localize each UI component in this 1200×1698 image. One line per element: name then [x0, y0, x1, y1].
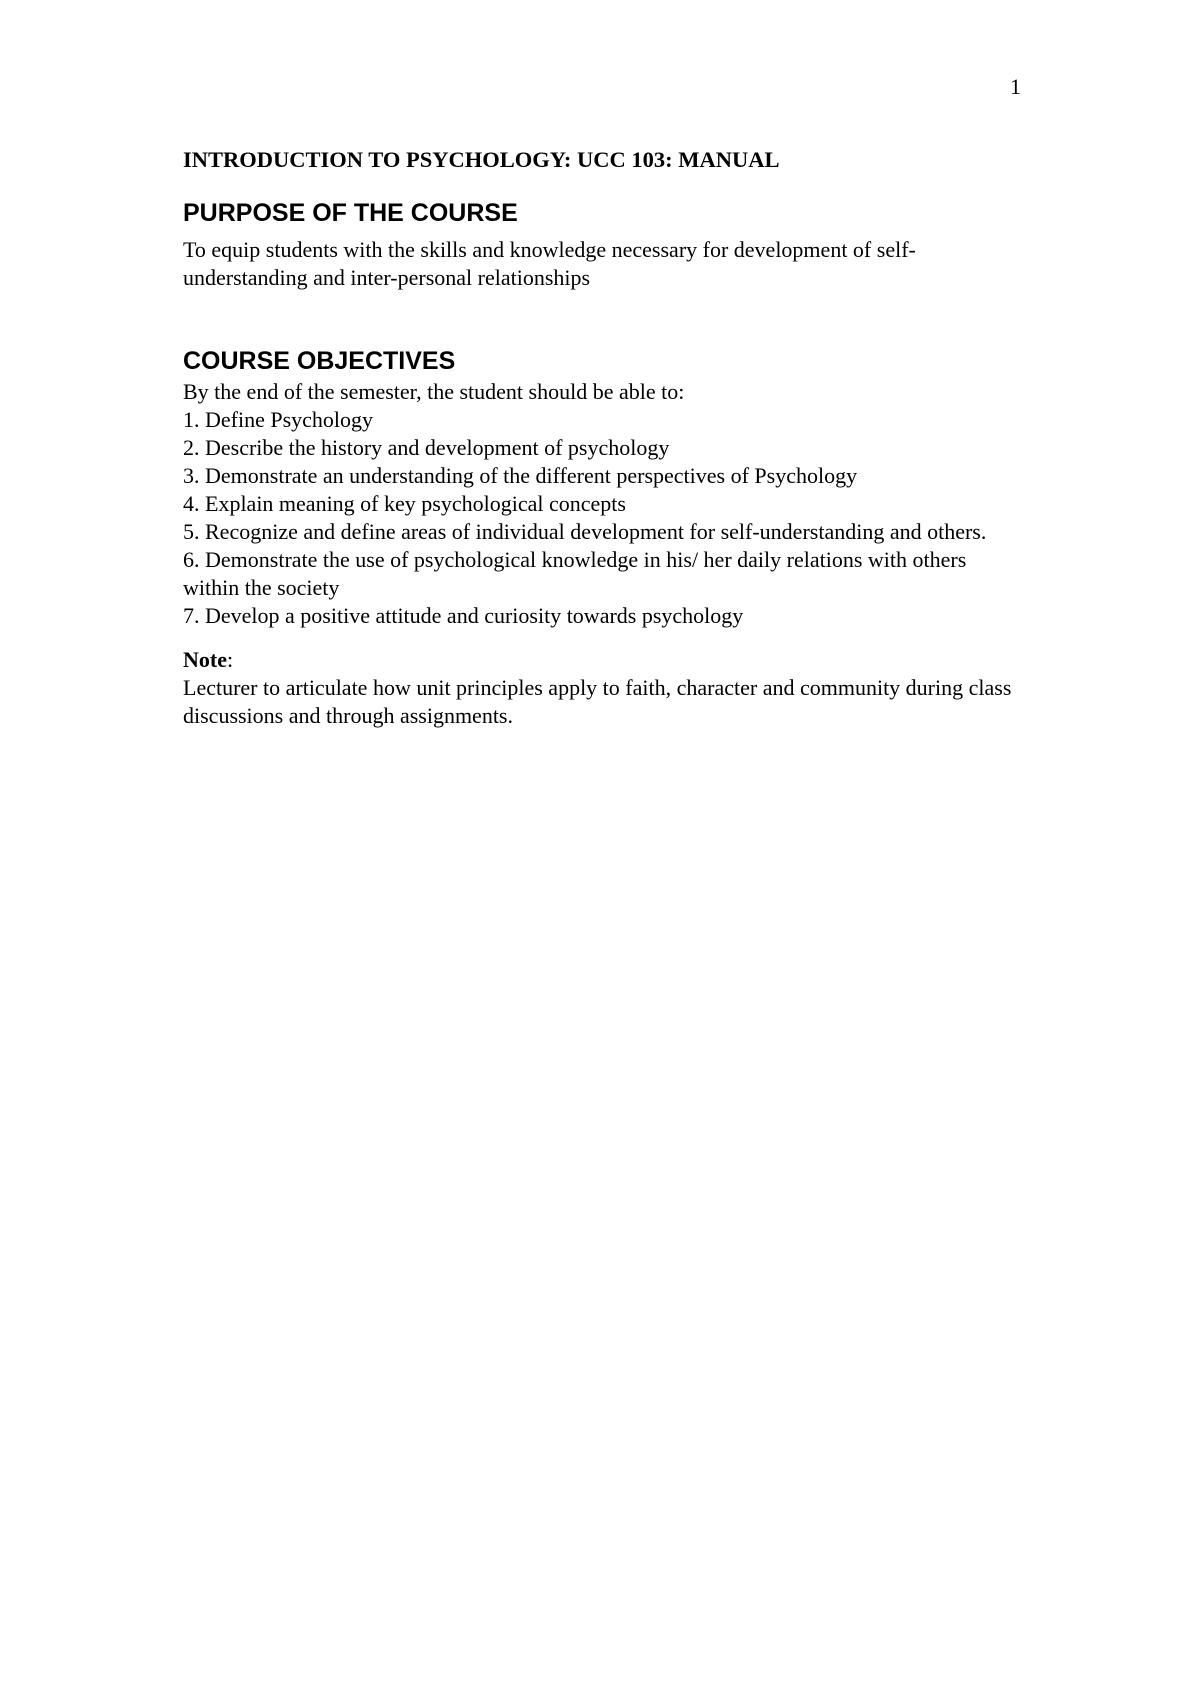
objective-item: 1. Define Psychology — [183, 407, 374, 432]
objectives-intro: By the end of the semester, the student should be able to: — [183, 379, 685, 404]
page-number: 1 — [1010, 74, 1021, 99]
objectives-list — [183, 406, 1013, 630]
objective-item: 7. Develop a positive attitude and curiosity towards psychology — [183, 603, 744, 628]
objectives-heading: COURSE OBJECTIVES — [183, 347, 456, 375]
objective-item: 2. Describe the history and development of psychology — [183, 435, 670, 460]
document-content — [183, 146, 1013, 730]
document-title: INTRODUCTION TO PSYCHOLOGY: UCC 103: MANUAL — [183, 147, 780, 172]
purpose-heading: PURPOSE OF THE COURSE — [183, 199, 518, 227]
objective-item: 3. Demonstrate an understanding of the different perspectives of Psychology — [183, 463, 858, 488]
note-text: Lecturer to articulate how unit principles apply to faith, character and community during class discussions and through assignments. — [183, 675, 1012, 728]
objective-item: 6. Demonstrate the use of psychological knowledge in his/ her daily relations with others within the society — [183, 547, 967, 600]
note-label-colon: : — [226, 647, 234, 672]
note-label — [183, 646, 1013, 674]
purpose-text: To equip students with the skills and knowledge necessary for development of self-understanding and inter-personal relationships — [183, 237, 916, 290]
note-label-text: Note — [183, 647, 227, 672]
objective-item: 5. Recognize and define areas of individual development for self-understanding and others. — [183, 519, 987, 544]
objective-item: 4. Explain meaning of key psychological concepts — [183, 491, 626, 516]
